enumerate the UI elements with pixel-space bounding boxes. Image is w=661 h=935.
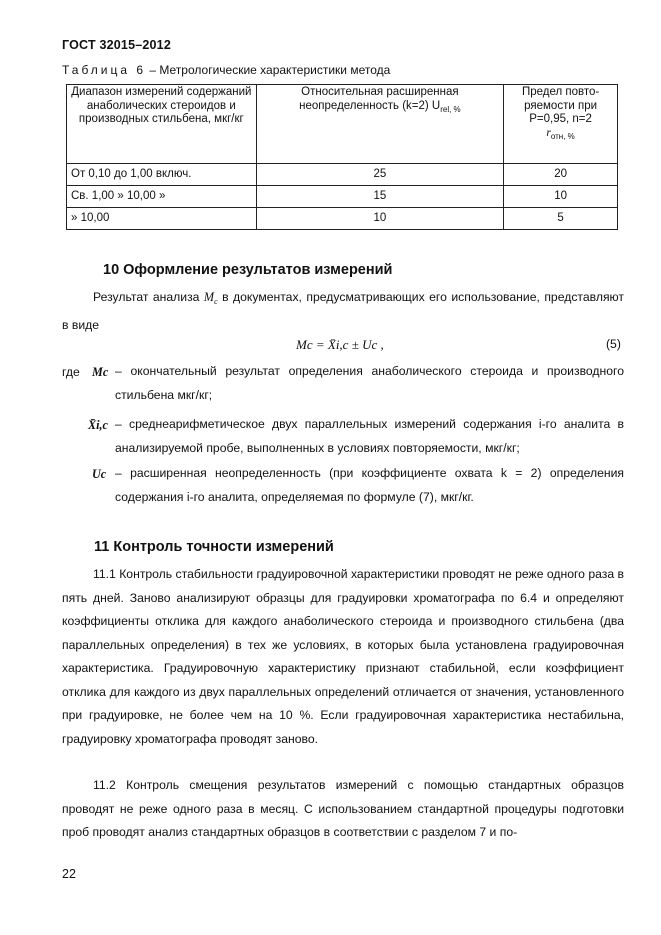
table-row (67, 186, 618, 208)
symbol-m-sub: c (214, 297, 218, 306)
def-symbol-mc: Mc (92, 365, 109, 379)
section-11-title: 11 Контроль точности измерений (94, 539, 334, 555)
header-repeatability (504, 85, 618, 164)
cell-range: Св. 1,00 » 10,00 » (67, 186, 257, 208)
table-caption (62, 63, 390, 77)
definition-mc: – окончательный результат определения анаболического стероида и производного стильбена мкг/кг; (115, 364, 624, 402)
paragraph-11-2: 11.2 Контроль смещения результатов измерений с помощью стандартных образцов проводят не реже одного раза в месяц. С использованием стандартной процедуры подготовки проб проводят анализ стандартных образцов в соответствии с разделом 7 и по- (62, 778, 624, 839)
header-uncertainty-text: Относительная расширенная неопределенность (k=2) U (299, 86, 459, 112)
section-10-text-b: в документах, предусматривающих его использование, представляют в виде (62, 290, 624, 332)
standard-code: ГОСТ 32015–2012 (62, 38, 171, 52)
formula-number: (5) (606, 337, 621, 351)
cell-repeatability: 5 (504, 208, 618, 230)
cell-uncertainty: 10 (256, 208, 504, 230)
cell-uncertainty: 25 (256, 164, 504, 186)
definition-uc: – расширенная неопределенность (при коэффициенте охвата k = 2) определения содержания i-го аналита, определяемая по формуле (7), мкг/кг. (115, 466, 624, 504)
cell-range: От 0,10 до 1,00 включ. (67, 164, 257, 186)
cell-repeatability: 20 (504, 164, 618, 186)
section-10-text-a: Результат анализа (93, 290, 204, 304)
cell-uncertainty: 15 (256, 186, 504, 208)
header-range-text: Диапазон измерений содержаний анаболических стероидов и производных стильбена, мкг/кг (71, 86, 252, 125)
table-caption-prefix: Таблица 6 (62, 63, 147, 77)
cell-repeatability: 10 (504, 186, 618, 208)
section-10-title: 10 Оформление результатов измерений (103, 262, 393, 278)
definition-xic: – среднеарифметическое двух параллельных измерений содержания i-го аналита в анализируемой пробе, выполненных в условиях повторяемости, мкг/кг; (115, 417, 624, 455)
symbol-m: M (203, 290, 215, 304)
header-uncertainty (256, 85, 504, 164)
where-label: где (62, 365, 80, 379)
metrology-table (66, 84, 618, 230)
header-uncertainty-unit: rel, % (440, 104, 461, 114)
formula-5: Mc = X̄i,c ± Uc , (296, 337, 384, 352)
def-symbol-xic: X̄i,c (88, 418, 108, 432)
cell-range: » 10,00 (67, 208, 257, 230)
section-10-paragraph (62, 286, 624, 337)
header-repeatability-text: Предел повто-ряемости при P=0,95, n=2 (521, 86, 600, 125)
header-repeatability-unit: отн, % (550, 131, 575, 141)
table-caption-text: – Метрологические характеристики метода (146, 63, 391, 77)
def-symbol-uc: Uc (92, 467, 107, 481)
header-range (67, 85, 257, 164)
header-r-symbol: r (546, 126, 551, 139)
table-row (67, 164, 618, 186)
page-number: 22 (62, 867, 76, 881)
paragraph-11-1: 11.1 Контроль стабильности градуировочной характеристики проводят не реже одного раза в пять дней. Заново анализируют образцы для градуировки хроматографа по 6.4 и определяют коэффициенты отклика для каждого анаболического стероида и производного стильбена (два параллельных определения) в тех же условиях, в которых была установлена градуировочная характеристика. Градуировочную характеристику признают стабильной, если коэффициент отклика для каждого из двух параллельных определений отличается от значения, установленного при градуировке, не более чем на 10 %. Если градуировочная характеристика нестабильна, градуировку хроматографа проводят заново. (62, 567, 624, 746)
table-row (67, 208, 618, 230)
